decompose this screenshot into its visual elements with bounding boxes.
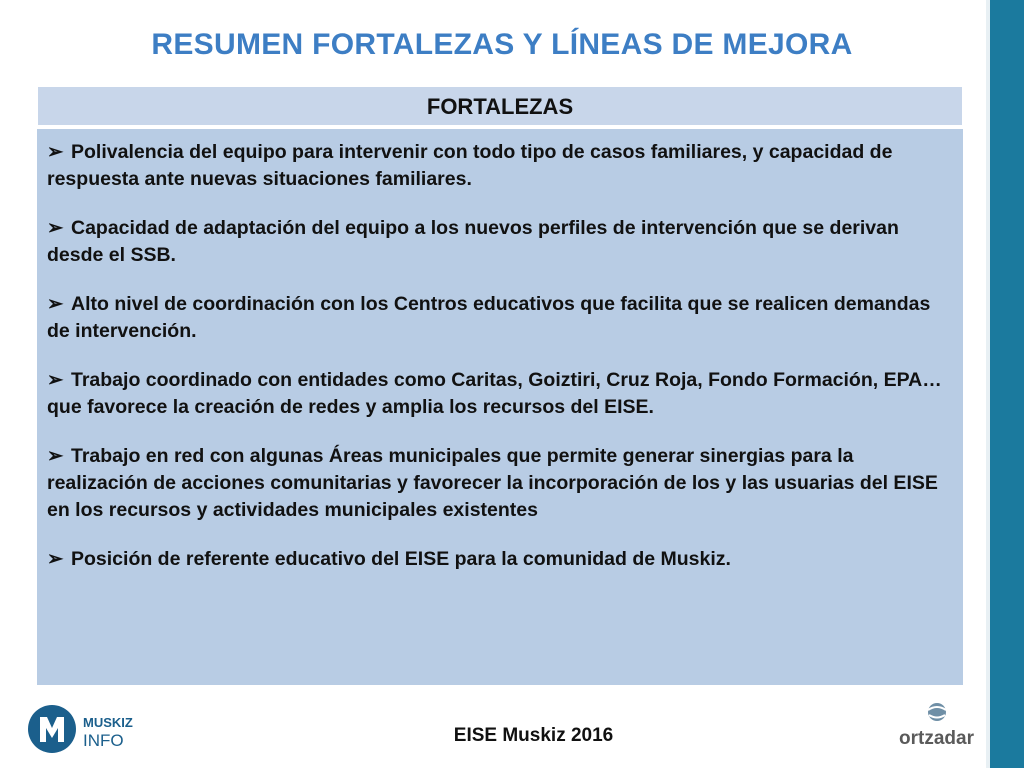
list-item <box>47 443 953 524</box>
list-item-text: Trabajo en red con algunas Áreas municipales que permite generar sinergias para la realización de acciones comunitarias y favorecer la incorporación de los y las usuarias del EISE en los recursos y actividades municipales existentes <box>47 445 938 521</box>
arrow-bullet-icon: ➢ <box>47 141 64 163</box>
footer-text: EISE Muskiz 2016 <box>453 725 614 746</box>
arrow-bullet-icon: ➢ <box>47 445 64 467</box>
arrow-bullet-icon: ➢ <box>47 293 64 315</box>
arrow-bullet-icon: ➢ <box>47 369 64 391</box>
list-item-text: Alto nivel de coordinación con los Centros educativos que facilita que se realicen demandas de intervención. <box>47 293 931 342</box>
list-item-text: Polivalencia del equipo para intervenir con todo tipo de casos familiares, y capacidad de respuesta ante nuevas situaciones familiares. <box>47 141 893 190</box>
arrow-bullet-icon: ➢ <box>47 548 64 570</box>
arrow-bullet-icon: ➢ <box>47 217 64 239</box>
slide-title: RESUMEN FORTALEZAS Y LÍNEAS DE MEJORA <box>151 28 853 61</box>
ortzadar-logo <box>895 700 985 758</box>
table-header: FORTALEZAS <box>37 86 963 126</box>
muskiz-logo-line2: INFO <box>83 731 124 750</box>
list-item <box>47 367 953 421</box>
list-item-text: Posición de referente educativo del EISE para la comunidad de Muskiz. <box>71 548 731 570</box>
list-item-text: Capacidad de adaptación del equipo a los nuevos perfiles de intervención que se derivan desde el SSB. <box>47 217 899 266</box>
list-item <box>47 215 953 269</box>
list-item <box>47 139 953 193</box>
list-item <box>47 546 953 573</box>
table-body <box>37 129 963 685</box>
muskiz-logo-line1: MUSKIZ <box>83 715 133 730</box>
right-accent-bar <box>990 0 1024 768</box>
list-item <box>47 291 953 345</box>
list-item-text: Trabajo coordinado con entidades como Caritas, Goiztiri, Cruz Roja, Fondo Formación, EPA… que favorece la creación de redes y amplia los recursos del EISE. <box>47 369 942 418</box>
ortzadar-logo-text: ortzadar <box>899 728 974 749</box>
